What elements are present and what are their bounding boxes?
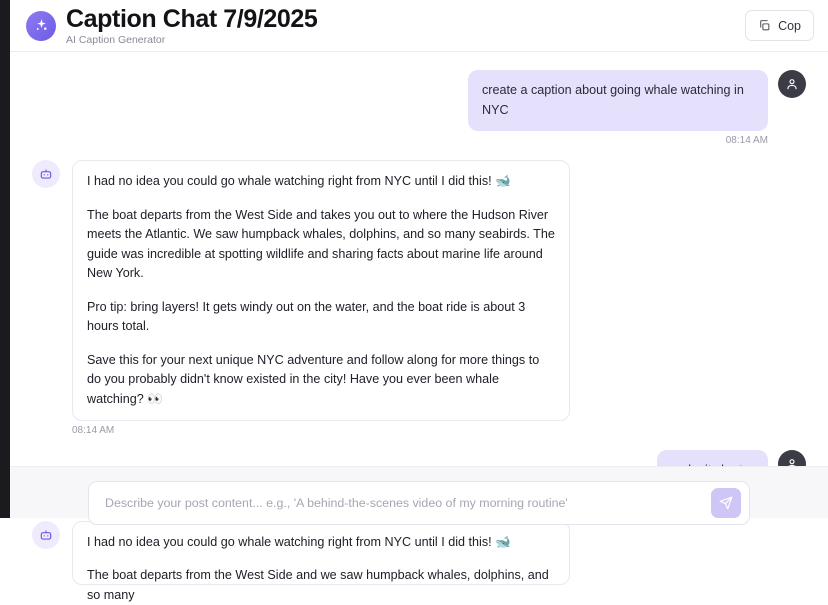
app-header	[10, 0, 828, 52]
message-timestamp: 08:14 AM	[72, 425, 115, 437]
header-actions	[745, 10, 814, 41]
composer[interactable]	[88, 481, 750, 525]
message-paragraph: The boat departs from the West Side and we saw humpback whales, dolphins, and so many	[87, 568, 549, 602]
page-subtitle: AI Caption Generator	[66, 33, 166, 46]
message-bubble: create a caption about going whale watching in NYC	[468, 70, 768, 131]
message-paragraph: I had no idea you could go whale watching right from NYC until I did this! 🐋	[87, 174, 511, 189]
page-title: Caption Chat 7/9/2025	[66, 4, 318, 33]
copy-icon	[758, 19, 771, 32]
brand	[26, 6, 317, 46]
message-paragraph: Save this for your next unique NYC adventure and follow along for more things to do you probably didn't know existed in the city! Have you ever been whale watching? 👀	[87, 352, 540, 406]
message-timestamp: 08:14 AM	[725, 135, 768, 147]
robot-avatar-icon	[32, 160, 60, 188]
post-content-input[interactable]	[103, 495, 711, 511]
brand-text	[66, 6, 317, 46]
send-button[interactable]	[711, 488, 741, 518]
chat-transcript[interactable]	[10, 52, 828, 602]
message-user	[32, 70, 806, 131]
message-paragraph: Pro tip: bring layers! It gets windy out on the water, and the boat ride is about 3 hours total.	[87, 299, 526, 334]
message-assistant	[32, 160, 806, 421]
copy-button-label: Cop	[778, 18, 801, 33]
robot-avatar-icon	[32, 521, 60, 549]
message-assistant	[32, 521, 806, 602]
user-avatar-icon	[778, 70, 806, 98]
message-bubble	[72, 160, 570, 421]
message-paragraph: I had no idea you could go whale watching right from NYC until I did this! 🐋	[87, 534, 511, 549]
sparkle-icon	[26, 11, 56, 41]
composer-bar	[10, 466, 828, 518]
copy-button[interactable]	[745, 10, 814, 41]
left-rail	[0, 0, 10, 518]
message-paragraph: The boat departs from the West Side and takes you out to where the Hudson River meets the Atlantic. We saw humpback whales, dolphins, and so many seabirds. The guide was incredible at spotting wildlife and sharing facts about marine life around New York.	[87, 207, 555, 281]
message-bubble	[72, 521, 570, 602]
